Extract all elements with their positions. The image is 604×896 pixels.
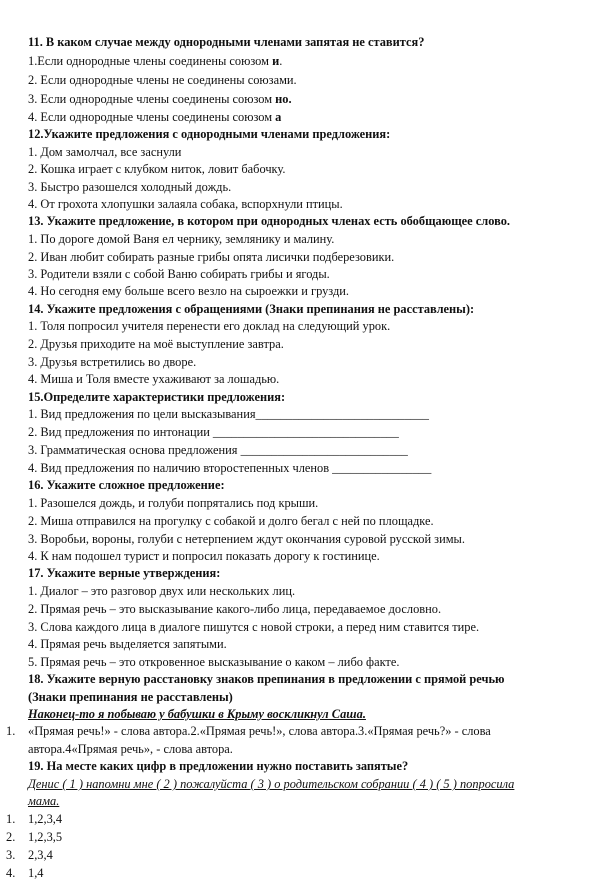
q19-option-2: 1,2,3,5 (28, 830, 63, 844)
q12-title (28, 126, 594, 144)
q13-option-4: 4. Но сегодня ему больше всего везло на сыроежки и грузди. (28, 284, 350, 298)
q16-title: 16. Укажите сложное предложение: (28, 478, 225, 492)
q11-title: 11. В каком случае между однородными членами запятая не ставится? (28, 35, 425, 49)
q12-option-1: 1. Дом замолчал, все заснули (28, 145, 182, 159)
q19-title: 19. На месте каких цифр в предложении нужно поставить запятые? (28, 759, 409, 773)
q19-option-1: 1,2,3,4 (28, 812, 63, 826)
q18-answers-line-1: «Прямая речь!» - слова автора.2.«Прямая речь!», слова автора.3.«Прямая речь?» - слова (28, 724, 491, 738)
q12-number: 12 (28, 127, 41, 141)
q11-option-4-conj: а (275, 110, 282, 124)
q17-title: 17. Укажите верные утверждения: (28, 566, 221, 580)
q19-sentence-line-1: Денис ( 1 ) напомни мне ( 2 ) пожалуйста ( 3 ) о родительском собрании ( 4 ) ( 5 ) попросила (28, 777, 515, 791)
q13-title: 13. Укажите предложение, в котором при однородных членах есть обобщающее слово. (28, 214, 510, 228)
q18-title: 18. Укажите верную расстановку знаков препинания в предложении с прямой речью (28, 672, 505, 686)
q13-option-1: 1. По дороге домой Ваня ел чернику, землянику и малину. (28, 232, 335, 246)
q11-option-3-text: 3. Если однородные члены соединены союзом (28, 92, 276, 106)
q17-option-4: 4. Прямая речь выделяется запятыми. (28, 637, 227, 651)
q12-option-4: 4. От грохота хлопушки залаяла собака, вспорхнули птицы. (28, 197, 343, 211)
q13-option-3: 3. Родители взяли с собой Ваню собирать грибы и ягоды. (28, 267, 330, 281)
q16-option-2: 2. Миша отправился на прогулку с собакой и долго бегал с ней по площадке. (28, 514, 434, 528)
q19-sentence-line-2: мама. (28, 794, 60, 808)
q15-option-3: 3. Грамматическая основа предложения ___________________________ (28, 443, 408, 457)
q11-option-1-conj: и (272, 54, 280, 68)
q15-title: 15.Определите характеристики предложения: (28, 390, 286, 404)
q18-sentence: Наконец-то я побываю у бабушки в Крыму воскликнул Саша. (28, 707, 366, 721)
q16-option-3: 3. Воробьи, вороны, голуби с нетерпением ждут окончания суровой русской зимы. (28, 532, 465, 546)
q19-option-3: 2,3,4 (28, 848, 53, 862)
q11-option-4 (28, 109, 594, 127)
q14-option-2: 2. Друзья приходите на моё выступление завтра. (28, 337, 284, 351)
q11-option-4-text: 4. Если однородные члены соединены союзом (28, 110, 276, 124)
q14-option-4: 4. Миша и Толя вместе ухаживают за лошадью. (28, 372, 280, 386)
q18-answers-line-2: автора.4«Прямая речь», - слова автора. (28, 742, 233, 756)
q12-option-3: 3. Быстро разошелся холодный дождь. (28, 180, 232, 194)
q18-subtitle: (Знаки препинания не расставлены) (28, 690, 233, 704)
q14-option-3: 3. Друзья встретились во дворе. (28, 355, 197, 369)
q19-option-3-number: 3. (6, 848, 16, 862)
q15-option-4: 4. Вид предложения по наличию второстепенных членов ________________ (28, 461, 432, 475)
q17-option-2: 2. Прямая речь – это высказывание какого-либо лица, передаваемое дословно. (28, 602, 442, 616)
q12-title-text: .Укажите предложения с однородными членами предложения: (40, 127, 391, 141)
q11-option-1-text: 1.Если однородные члены соединены союзом (28, 54, 273, 68)
q19-option-1-number: 1. (6, 812, 16, 826)
q15-option-1: 1. Вид предложения по цели высказывания____________________________ (28, 407, 429, 421)
q15-option-2: 2. Вид предложения по интонации ______________________________ (28, 425, 399, 439)
q19-option-2-number: 2. (6, 830, 16, 844)
q11-option-1: 1.Если однородные члены соединены союзом и. (28, 54, 283, 68)
q17-option-1: 1. Диалог – это разговор двух или нескольких лиц. (28, 584, 296, 598)
q11-option-3-conj: но. (275, 92, 292, 106)
q17-option-3: 3. Слова каждого лица в диалоге пишутся с новой строки, а перед ним ставится тире. (28, 620, 480, 634)
q11-option-3 (28, 91, 594, 109)
q11-option-2: 2. Если однородные члены не соединены союзами. (28, 73, 297, 87)
q13-option-2: 2. Иван любит собирать разные грибы опята лисички подберезовики. (28, 250, 395, 264)
q16-option-1: 1. Разошелся дождь, и голуби попрятались под крыши. (28, 496, 319, 510)
q14-title: 14. Укажите предложения с обращениями (Знаки препинания не расставлены): (28, 302, 475, 316)
q19-option-4: 1,4 (28, 866, 44, 880)
q17-option-5: 5. Прямая речь – это откровенное высказывание о каком – либо факте. (28, 655, 400, 669)
q12-option-2: 2. Кошка играет с клубком ниток, ловит бабочку. (28, 162, 286, 176)
q14-option-1: 1. Толя попросил учителя перенести его доклад на следующий урок. (28, 319, 391, 333)
q18-answer-number: 1. (6, 724, 16, 738)
q16-option-4: 4. К нам подошел турист и попросил показать дорогу к гостинице. (28, 549, 380, 563)
q19-option-4-number: 4. (6, 866, 16, 880)
